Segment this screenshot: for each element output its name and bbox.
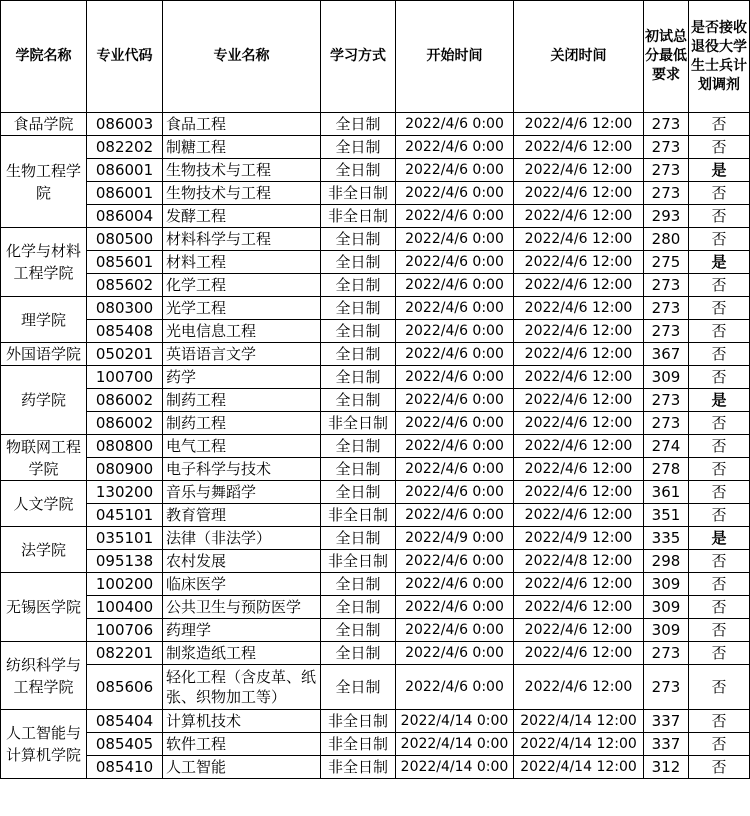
major-code-cell: 100200 bbox=[87, 573, 163, 596]
study-mode-cell: 全日制 bbox=[321, 435, 396, 458]
start-time-cell: 2022/4/6 0:00 bbox=[396, 435, 514, 458]
min-score-cell: 273 bbox=[644, 297, 689, 320]
min-score-cell: 309 bbox=[644, 619, 689, 642]
major-name-cell: 制浆造纸工程 bbox=[163, 642, 321, 665]
end-time-cell: 2022/4/6 12:00 bbox=[514, 596, 644, 619]
table-row bbox=[1, 573, 750, 596]
study-mode-cell: 全日制 bbox=[321, 481, 396, 504]
major-code-cell: 086002 bbox=[87, 412, 163, 435]
start-time-cell: 2022/4/14 0:00 bbox=[396, 733, 514, 756]
end-time-cell: 2022/4/14 12:00 bbox=[514, 710, 644, 733]
major-code-cell: 050201 bbox=[87, 343, 163, 366]
min-score-cell: 273 bbox=[644, 642, 689, 665]
study-mode-cell: 全日制 bbox=[321, 458, 396, 481]
min-score-cell: 367 bbox=[644, 343, 689, 366]
school-cell: 化学与材料工程学院 bbox=[1, 228, 87, 297]
major-name-cell: 电子科学与技术 bbox=[163, 458, 321, 481]
veteran-adjust-cell: 否 bbox=[689, 733, 750, 756]
veteran-adjust-cell: 否 bbox=[689, 205, 750, 228]
major-code-cell: 085606 bbox=[87, 665, 163, 710]
major-name-cell: 软件工程 bbox=[163, 733, 321, 756]
header-end: 关闭时间 bbox=[514, 1, 644, 113]
table-row bbox=[1, 389, 750, 412]
end-time-cell: 2022/4/6 12:00 bbox=[514, 251, 644, 274]
major-code-cell: 035101 bbox=[87, 527, 163, 550]
school-cell: 人工智能与计算机学院 bbox=[1, 710, 87, 779]
min-score-cell: 273 bbox=[644, 665, 689, 710]
veteran-adjust-cell: 否 bbox=[689, 113, 750, 136]
major-code-cell: 080500 bbox=[87, 228, 163, 251]
study-mode-cell: 全日制 bbox=[321, 251, 396, 274]
study-mode-cell: 全日制 bbox=[321, 573, 396, 596]
major-name-cell: 教育管理 bbox=[163, 504, 321, 527]
table-row bbox=[1, 205, 750, 228]
major-code-cell: 086002 bbox=[87, 389, 163, 412]
start-time-cell: 2022/4/6 0:00 bbox=[396, 159, 514, 182]
major-code-cell: 085408 bbox=[87, 320, 163, 343]
end-time-cell: 2022/4/6 12:00 bbox=[514, 504, 644, 527]
major-name-cell: 制药工程 bbox=[163, 389, 321, 412]
end-time-cell: 2022/4/9 12:00 bbox=[514, 527, 644, 550]
start-time-cell: 2022/4/6 0:00 bbox=[396, 274, 514, 297]
major-code-cell: 086001 bbox=[87, 182, 163, 205]
end-time-cell: 2022/4/6 12:00 bbox=[514, 228, 644, 251]
header-veteran: 是否接收退役大学生士兵计划调剂 bbox=[689, 1, 750, 113]
veteran-adjust-cell: 否 bbox=[689, 550, 750, 573]
major-name-cell: 人工智能 bbox=[163, 756, 321, 779]
study-mode-cell: 非全日制 bbox=[321, 733, 396, 756]
major-code-cell: 085601 bbox=[87, 251, 163, 274]
study-mode-cell: 全日制 bbox=[321, 228, 396, 251]
table-row bbox=[1, 274, 750, 297]
min-score-cell: 335 bbox=[644, 527, 689, 550]
major-code-cell: 095138 bbox=[87, 550, 163, 573]
study-mode-cell: 全日制 bbox=[321, 665, 396, 710]
major-name-cell: 电气工程 bbox=[163, 435, 321, 458]
major-code-cell: 086004 bbox=[87, 205, 163, 228]
school-cell: 法学院 bbox=[1, 527, 87, 573]
veteran-adjust-cell: 否 bbox=[689, 756, 750, 779]
table-row bbox=[1, 435, 750, 458]
min-score-cell: 273 bbox=[644, 412, 689, 435]
min-score-cell: 280 bbox=[644, 228, 689, 251]
end-time-cell: 2022/4/14 12:00 bbox=[514, 756, 644, 779]
major-code-cell: 045101 bbox=[87, 504, 163, 527]
table-row bbox=[1, 458, 750, 481]
min-score-cell: 273 bbox=[644, 320, 689, 343]
veteran-adjust-cell: 是 bbox=[689, 527, 750, 550]
study-mode-cell: 全日制 bbox=[321, 642, 396, 665]
veteran-adjust-cell: 是 bbox=[689, 251, 750, 274]
veteran-adjust-cell: 否 bbox=[689, 642, 750, 665]
study-mode-cell: 非全日制 bbox=[321, 710, 396, 733]
major-name-cell: 法律（非法学） bbox=[163, 527, 321, 550]
study-mode-cell: 全日制 bbox=[321, 619, 396, 642]
major-name-cell: 发酵工程 bbox=[163, 205, 321, 228]
header-mode: 学习方式 bbox=[321, 1, 396, 113]
major-name-cell: 药学 bbox=[163, 366, 321, 389]
major-name-cell: 光电信息工程 bbox=[163, 320, 321, 343]
major-code-cell: 100706 bbox=[87, 619, 163, 642]
major-code-cell: 085404 bbox=[87, 710, 163, 733]
school-cell: 人文学院 bbox=[1, 481, 87, 527]
end-time-cell: 2022/4/6 12:00 bbox=[514, 297, 644, 320]
start-time-cell: 2022/4/6 0:00 bbox=[396, 343, 514, 366]
major-code-cell: 080300 bbox=[87, 297, 163, 320]
table-header-row bbox=[1, 1, 750, 113]
start-time-cell: 2022/4/14 0:00 bbox=[396, 756, 514, 779]
major-name-cell: 公共卫生与预防医学 bbox=[163, 596, 321, 619]
start-time-cell: 2022/4/9 0:00 bbox=[396, 527, 514, 550]
min-score-cell: 309 bbox=[644, 596, 689, 619]
min-score-cell: 309 bbox=[644, 366, 689, 389]
start-time-cell: 2022/4/6 0:00 bbox=[396, 619, 514, 642]
study-mode-cell: 非全日制 bbox=[321, 182, 396, 205]
study-mode-cell: 全日制 bbox=[321, 274, 396, 297]
end-time-cell: 2022/4/6 12:00 bbox=[514, 320, 644, 343]
start-time-cell: 2022/4/6 0:00 bbox=[396, 113, 514, 136]
major-name-cell: 轻化工程（含皮革、纸张、织物加工等） bbox=[163, 665, 321, 710]
end-time-cell: 2022/4/6 12:00 bbox=[514, 412, 644, 435]
major-code-cell: 080800 bbox=[87, 435, 163, 458]
major-name-cell: 农村发展 bbox=[163, 550, 321, 573]
min-score-cell: 312 bbox=[644, 756, 689, 779]
end-time-cell: 2022/4/6 12:00 bbox=[514, 205, 644, 228]
major-name-cell: 生物技术与工程 bbox=[163, 182, 321, 205]
veteran-adjust-cell: 否 bbox=[689, 504, 750, 527]
veteran-adjust-cell: 否 bbox=[689, 182, 750, 205]
table-row bbox=[1, 596, 750, 619]
end-time-cell: 2022/4/6 12:00 bbox=[514, 481, 644, 504]
table-row bbox=[1, 182, 750, 205]
table-row bbox=[1, 136, 750, 159]
table-row bbox=[1, 113, 750, 136]
veteran-adjust-cell: 否 bbox=[689, 343, 750, 366]
veteran-adjust-cell: 是 bbox=[689, 389, 750, 412]
end-time-cell: 2022/4/6 12:00 bbox=[514, 136, 644, 159]
veteran-adjust-cell: 否 bbox=[689, 619, 750, 642]
start-time-cell: 2022/4/6 0:00 bbox=[396, 504, 514, 527]
study-mode-cell: 全日制 bbox=[321, 527, 396, 550]
study-mode-cell: 全日制 bbox=[321, 343, 396, 366]
end-time-cell: 2022/4/6 12:00 bbox=[514, 458, 644, 481]
start-time-cell: 2022/4/6 0:00 bbox=[396, 481, 514, 504]
school-cell: 理学院 bbox=[1, 297, 87, 343]
major-name-cell: 材料科学与工程 bbox=[163, 228, 321, 251]
veteran-adjust-cell: 否 bbox=[689, 458, 750, 481]
min-score-cell: 361 bbox=[644, 481, 689, 504]
major-name-cell: 音乐与舞蹈学 bbox=[163, 481, 321, 504]
major-name-cell: 化学工程 bbox=[163, 274, 321, 297]
min-score-cell: 273 bbox=[644, 274, 689, 297]
veteran-adjust-cell: 否 bbox=[689, 274, 750, 297]
veteran-adjust-cell: 否 bbox=[689, 320, 750, 343]
study-mode-cell: 非全日制 bbox=[321, 756, 396, 779]
study-mode-cell: 全日制 bbox=[321, 113, 396, 136]
veteran-adjust-cell: 否 bbox=[689, 366, 750, 389]
min-score-cell: 298 bbox=[644, 550, 689, 573]
school-cell: 外国语学院 bbox=[1, 343, 87, 366]
min-score-cell: 351 bbox=[644, 504, 689, 527]
major-name-cell: 制药工程 bbox=[163, 412, 321, 435]
table-row bbox=[1, 159, 750, 182]
end-time-cell: 2022/4/6 12:00 bbox=[514, 619, 644, 642]
study-mode-cell: 全日制 bbox=[321, 320, 396, 343]
min-score-cell: 274 bbox=[644, 435, 689, 458]
school-cell: 药学院 bbox=[1, 366, 87, 435]
start-time-cell: 2022/4/6 0:00 bbox=[396, 412, 514, 435]
major-code-cell: 085602 bbox=[87, 274, 163, 297]
end-time-cell: 2022/4/6 12:00 bbox=[514, 274, 644, 297]
end-time-cell: 2022/4/6 12:00 bbox=[514, 159, 644, 182]
veteran-adjust-cell: 否 bbox=[689, 481, 750, 504]
start-time-cell: 2022/4/6 0:00 bbox=[396, 596, 514, 619]
major-code-cell: 080900 bbox=[87, 458, 163, 481]
start-time-cell: 2022/4/6 0:00 bbox=[396, 320, 514, 343]
school-cell: 生物工程学院 bbox=[1, 136, 87, 228]
study-mode-cell: 非全日制 bbox=[321, 550, 396, 573]
end-time-cell: 2022/4/6 12:00 bbox=[514, 642, 644, 665]
start-time-cell: 2022/4/6 0:00 bbox=[396, 228, 514, 251]
header-start: 开始时间 bbox=[396, 1, 514, 113]
min-score-cell: 278 bbox=[644, 458, 689, 481]
major-code-cell: 085410 bbox=[87, 756, 163, 779]
veteran-adjust-cell: 否 bbox=[689, 573, 750, 596]
study-mode-cell: 全日制 bbox=[321, 297, 396, 320]
study-mode-cell: 全日制 bbox=[321, 136, 396, 159]
table-row bbox=[1, 756, 750, 779]
min-score-cell: 273 bbox=[644, 389, 689, 412]
table-row bbox=[1, 710, 750, 733]
table-row bbox=[1, 228, 750, 251]
min-score-cell: 273 bbox=[644, 159, 689, 182]
start-time-cell: 2022/4/6 0:00 bbox=[396, 366, 514, 389]
table-row bbox=[1, 297, 750, 320]
study-mode-cell: 全日制 bbox=[321, 366, 396, 389]
major-name-cell: 食品工程 bbox=[163, 113, 321, 136]
min-score-cell: 275 bbox=[644, 251, 689, 274]
major-code-cell: 086003 bbox=[87, 113, 163, 136]
start-time-cell: 2022/4/14 0:00 bbox=[396, 710, 514, 733]
header-score: 初试总分最低要求 bbox=[644, 1, 689, 113]
start-time-cell: 2022/4/6 0:00 bbox=[396, 550, 514, 573]
major-code-cell: 082202 bbox=[87, 136, 163, 159]
header-major: 专业名称 bbox=[163, 1, 321, 113]
major-name-cell: 材料工程 bbox=[163, 251, 321, 274]
study-mode-cell: 非全日制 bbox=[321, 504, 396, 527]
major-name-cell: 英语语言文学 bbox=[163, 343, 321, 366]
school-cell: 食品学院 bbox=[1, 113, 87, 136]
header-school: 学院名称 bbox=[1, 1, 87, 113]
study-mode-cell: 全日制 bbox=[321, 389, 396, 412]
end-time-cell: 2022/4/6 12:00 bbox=[514, 435, 644, 458]
table-row bbox=[1, 343, 750, 366]
start-time-cell: 2022/4/6 0:00 bbox=[396, 573, 514, 596]
min-score-cell: 273 bbox=[644, 136, 689, 159]
table-row bbox=[1, 642, 750, 665]
major-name-cell: 生物技术与工程 bbox=[163, 159, 321, 182]
study-mode-cell: 非全日制 bbox=[321, 412, 396, 435]
end-time-cell: 2022/4/6 12:00 bbox=[514, 665, 644, 710]
min-score-cell: 337 bbox=[644, 710, 689, 733]
min-score-cell: 273 bbox=[644, 113, 689, 136]
veteran-adjust-cell: 否 bbox=[689, 710, 750, 733]
table-row bbox=[1, 366, 750, 389]
start-time-cell: 2022/4/6 0:00 bbox=[396, 297, 514, 320]
start-time-cell: 2022/4/6 0:00 bbox=[396, 389, 514, 412]
end-time-cell: 2022/4/6 12:00 bbox=[514, 366, 644, 389]
table-row bbox=[1, 412, 750, 435]
start-time-cell: 2022/4/6 0:00 bbox=[396, 205, 514, 228]
major-code-cell: 082201 bbox=[87, 642, 163, 665]
school-cell: 物联网工程学院 bbox=[1, 435, 87, 481]
table-row bbox=[1, 320, 750, 343]
start-time-cell: 2022/4/6 0:00 bbox=[396, 642, 514, 665]
major-name-cell: 制糖工程 bbox=[163, 136, 321, 159]
major-code-cell: 085405 bbox=[87, 733, 163, 756]
header-code: 专业代码 bbox=[87, 1, 163, 113]
table-row bbox=[1, 619, 750, 642]
min-score-cell: 293 bbox=[644, 205, 689, 228]
major-name-cell: 临床医学 bbox=[163, 573, 321, 596]
veteran-adjust-cell: 否 bbox=[689, 596, 750, 619]
table-row bbox=[1, 733, 750, 756]
start-time-cell: 2022/4/6 0:00 bbox=[396, 665, 514, 710]
end-time-cell: 2022/4/6 12:00 bbox=[514, 389, 644, 412]
end-time-cell: 2022/4/6 12:00 bbox=[514, 113, 644, 136]
veteran-adjust-cell: 否 bbox=[689, 136, 750, 159]
study-mode-cell: 全日制 bbox=[321, 596, 396, 619]
major-code-cell: 130200 bbox=[87, 481, 163, 504]
school-cell: 无锡医学院 bbox=[1, 573, 87, 642]
start-time-cell: 2022/4/6 0:00 bbox=[396, 182, 514, 205]
table-row bbox=[1, 527, 750, 550]
min-score-cell: 309 bbox=[644, 573, 689, 596]
major-code-cell: 086001 bbox=[87, 159, 163, 182]
study-mode-cell: 全日制 bbox=[321, 159, 396, 182]
table-body bbox=[1, 113, 750, 779]
veteran-adjust-cell: 否 bbox=[689, 435, 750, 458]
veteran-adjust-cell: 否 bbox=[689, 665, 750, 710]
start-time-cell: 2022/4/6 0:00 bbox=[396, 458, 514, 481]
table-row bbox=[1, 550, 750, 573]
veteran-adjust-cell: 否 bbox=[689, 297, 750, 320]
major-code-cell: 100400 bbox=[87, 596, 163, 619]
veteran-adjust-cell: 否 bbox=[689, 228, 750, 251]
end-time-cell: 2022/4/6 12:00 bbox=[514, 573, 644, 596]
table-row bbox=[1, 504, 750, 527]
end-time-cell: 2022/4/8 12:00 bbox=[514, 550, 644, 573]
study-mode-cell: 非全日制 bbox=[321, 205, 396, 228]
major-name-cell: 药理学 bbox=[163, 619, 321, 642]
major-code-cell: 100700 bbox=[87, 366, 163, 389]
school-cell: 纺织科学与工程学院 bbox=[1, 642, 87, 710]
end-time-cell: 2022/4/14 12:00 bbox=[514, 733, 644, 756]
min-score-cell: 337 bbox=[644, 733, 689, 756]
veteran-adjust-cell: 是 bbox=[689, 159, 750, 182]
end-time-cell: 2022/4/6 12:00 bbox=[514, 343, 644, 366]
start-time-cell: 2022/4/6 0:00 bbox=[396, 251, 514, 274]
table-row bbox=[1, 481, 750, 504]
major-name-cell: 光学工程 bbox=[163, 297, 321, 320]
table-row bbox=[1, 251, 750, 274]
min-score-cell: 273 bbox=[644, 182, 689, 205]
major-name-cell: 计算机技术 bbox=[163, 710, 321, 733]
start-time-cell: 2022/4/6 0:00 bbox=[396, 136, 514, 159]
veteran-adjust-cell: 否 bbox=[689, 412, 750, 435]
table-row bbox=[1, 665, 750, 710]
end-time-cell: 2022/4/6 12:00 bbox=[514, 182, 644, 205]
